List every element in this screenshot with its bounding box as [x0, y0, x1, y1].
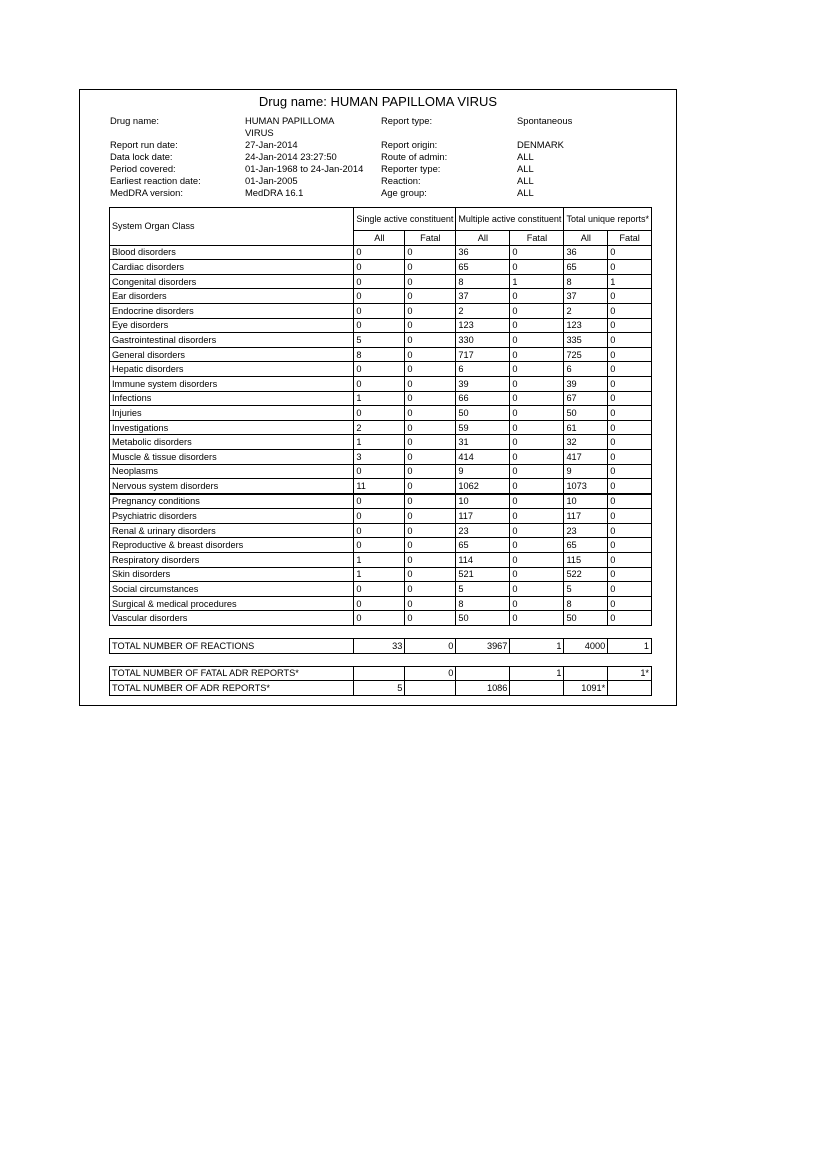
count-cell: 0 — [510, 449, 564, 464]
count-cell: 0 — [354, 376, 405, 391]
count-cell: 5 — [354, 333, 405, 348]
meta-value: Spontaneous — [517, 115, 573, 126]
total-row — [110, 681, 652, 696]
table-row — [110, 391, 652, 406]
meta-value: 27-Jan-2014 — [245, 139, 298, 150]
soc-name: Gastrointestinal disorders — [110, 333, 354, 348]
count-cell: 0 — [608, 245, 652, 260]
meta-label: Age group: — [381, 187, 427, 198]
count-cell: 0 — [510, 567, 564, 582]
count-cell: 1 — [608, 274, 652, 289]
count-cell: 0 — [405, 376, 456, 391]
count-cell: 0 — [510, 523, 564, 538]
count-cell: 0 — [608, 376, 652, 391]
table-row — [110, 376, 652, 391]
count-cell: 8 — [354, 347, 405, 362]
count-cell: 0 — [510, 362, 564, 377]
count-cell: 0 — [405, 303, 456, 318]
count-cell: 3 — [354, 449, 405, 464]
count-cell: 11 — [354, 479, 405, 494]
count-cell: 8 — [564, 596, 608, 611]
count-cell: 0 — [405, 406, 456, 421]
count-cell: 0 — [510, 479, 564, 494]
count-cell: 67 — [564, 391, 608, 406]
spacer-cell — [110, 626, 652, 639]
table-row — [110, 494, 652, 509]
soc-name: Muscle & tissue disorders — [110, 449, 354, 464]
count-cell: 0 — [354, 362, 405, 377]
total-cell: 33 — [354, 639, 405, 654]
count-cell: 0 — [608, 289, 652, 304]
count-cell: 37 — [564, 289, 608, 304]
count-cell: 0 — [608, 347, 652, 362]
meta-value: 01-Jan-2005 — [245, 175, 298, 186]
count-cell: 2 — [456, 303, 510, 318]
count-cell: 0 — [510, 596, 564, 611]
count-cell: 2 — [354, 420, 405, 435]
table-row — [110, 333, 652, 348]
soc-name: Renal & urinary disorders — [110, 523, 354, 538]
subheader-fatal: Fatal — [608, 231, 652, 246]
count-cell: 0 — [510, 494, 564, 509]
count-cell: 1 — [354, 391, 405, 406]
count-cell: 0 — [510, 582, 564, 597]
count-cell: 725 — [564, 347, 608, 362]
count-cell: 123 — [456, 318, 510, 333]
table-row — [110, 596, 652, 611]
count-cell: 0 — [510, 318, 564, 333]
meta-label: Report run date: — [110, 139, 178, 150]
count-cell: 0 — [608, 464, 652, 479]
count-cell: 117 — [564, 509, 608, 524]
total-cell: 1 — [510, 639, 564, 654]
count-cell: 0 — [405, 260, 456, 275]
soc-name: General disorders — [110, 347, 354, 362]
table-row — [110, 449, 652, 464]
meta-value: MedDRA 16.1 — [245, 187, 304, 198]
count-cell: 0 — [405, 479, 456, 494]
count-cell: 0 — [510, 611, 564, 626]
table-row — [110, 509, 652, 524]
count-cell: 0 — [608, 553, 652, 568]
total-row — [110, 639, 652, 654]
count-cell: 0 — [354, 494, 405, 509]
spacer-cell — [110, 653, 652, 666]
count-cell: 117 — [456, 509, 510, 524]
soc-name: Infections — [110, 391, 354, 406]
count-cell: 0 — [405, 538, 456, 553]
soc-name: Injuries — [110, 406, 354, 421]
spacer-row — [110, 626, 652, 639]
total-cell: 5 — [354, 681, 405, 696]
meta-label: Reaction: — [381, 175, 421, 186]
soc-name: Endocrine disorders — [110, 303, 354, 318]
table-row — [110, 245, 652, 260]
count-cell: 0 — [510, 303, 564, 318]
table-header-row — [110, 208, 652, 231]
total-label: TOTAL NUMBER OF REACTIONS — [110, 639, 354, 654]
report-frame — [79, 89, 677, 706]
count-cell: 0 — [608, 318, 652, 333]
count-cell: 50 — [456, 406, 510, 421]
table-row — [110, 303, 652, 318]
soc-name: Blood disorders — [110, 245, 354, 260]
group-header: Single active constituent — [354, 208, 456, 231]
count-cell: 8 — [564, 274, 608, 289]
count-cell: 1073 — [564, 479, 608, 494]
count-cell: 0 — [510, 464, 564, 479]
count-cell: 39 — [564, 376, 608, 391]
count-cell: 50 — [564, 611, 608, 626]
count-cell: 0 — [354, 538, 405, 553]
count-cell: 0 — [510, 538, 564, 553]
subheader-all: All — [564, 231, 608, 246]
table-row — [110, 567, 652, 582]
subheader-all: All — [354, 231, 405, 246]
total-cell: 1091* — [564, 681, 608, 696]
table-row — [110, 362, 652, 377]
spacer-row — [110, 653, 652, 666]
soc-name: Reproductive & breast disorders — [110, 538, 354, 553]
count-cell: 0 — [354, 245, 405, 260]
count-cell: 0 — [608, 479, 652, 494]
count-cell: 0 — [510, 406, 564, 421]
count-cell: 0 — [510, 435, 564, 450]
count-cell: 0 — [405, 464, 456, 479]
count-cell: 335 — [564, 333, 608, 348]
soc-name: Immune system disorders — [110, 376, 354, 391]
count-cell: 115 — [564, 553, 608, 568]
table-row — [110, 406, 652, 421]
soc-name: Ear disorders — [110, 289, 354, 304]
count-cell: 0 — [405, 582, 456, 597]
total-cell: 1086 — [456, 681, 510, 696]
count-cell: 65 — [564, 538, 608, 553]
count-cell: 0 — [405, 611, 456, 626]
table-row — [110, 289, 652, 304]
table-row — [110, 553, 652, 568]
count-cell: 0 — [405, 509, 456, 524]
total-label: TOTAL NUMBER OF FATAL ADR REPORTS* — [110, 666, 354, 681]
total-cell — [510, 681, 564, 696]
count-cell: 0 — [608, 509, 652, 524]
count-cell: 0 — [608, 538, 652, 553]
count-cell: 0 — [510, 420, 564, 435]
count-cell: 0 — [405, 567, 456, 582]
count-cell: 0 — [405, 596, 456, 611]
count-cell: 0 — [608, 260, 652, 275]
meta-label: Drug name: — [110, 115, 159, 126]
soc-name: Eye disorders — [110, 318, 354, 333]
count-cell: 0 — [510, 376, 564, 391]
table-row — [110, 435, 652, 450]
meta-label: Report type: — [381, 115, 433, 126]
count-cell: 50 — [456, 611, 510, 626]
count-cell: 0 — [608, 596, 652, 611]
count-cell: 0 — [608, 435, 652, 450]
count-cell: 32 — [564, 435, 608, 450]
table-row — [110, 318, 652, 333]
count-cell: 1 — [354, 435, 405, 450]
subheader-all: All — [456, 231, 510, 246]
count-cell: 0 — [608, 611, 652, 626]
count-cell: 9 — [564, 464, 608, 479]
count-cell: 0 — [510, 553, 564, 568]
soc-name: Skin disorders — [110, 567, 354, 582]
meta-label: Route of admin: — [381, 151, 448, 162]
total-cell: 4000 — [564, 639, 608, 654]
count-cell: 0 — [405, 347, 456, 362]
count-cell: 50 — [564, 406, 608, 421]
soc-name: Congenital disorders — [110, 274, 354, 289]
count-cell: 0 — [608, 567, 652, 582]
count-cell: 522 — [564, 567, 608, 582]
count-cell: 330 — [456, 333, 510, 348]
total-cell: 1 — [608, 639, 652, 654]
count-cell: 0 — [354, 464, 405, 479]
group-header: Total unique reports* — [564, 208, 652, 231]
count-cell: 1 — [354, 553, 405, 568]
soc-name: Vascular disorders — [110, 611, 354, 626]
count-cell: 0 — [354, 611, 405, 626]
count-cell: 66 — [456, 391, 510, 406]
soc-name: Hepatic disorders — [110, 362, 354, 377]
total-cell: 3967 — [456, 639, 510, 654]
count-cell: 0 — [608, 523, 652, 538]
count-cell: 0 — [354, 303, 405, 318]
count-cell: 9 — [456, 464, 510, 479]
count-cell: 0 — [405, 523, 456, 538]
count-cell: 0 — [510, 260, 564, 275]
count-cell: 8 — [456, 596, 510, 611]
count-cell: 1 — [354, 567, 405, 582]
count-cell: 0 — [354, 260, 405, 275]
count-cell: 0 — [354, 406, 405, 421]
count-cell: 23 — [456, 523, 510, 538]
count-cell: 0 — [405, 449, 456, 464]
count-cell: 417 — [564, 449, 608, 464]
count-cell: 65 — [564, 260, 608, 275]
table-row — [110, 274, 652, 289]
total-label: TOTAL NUMBER OF ADR REPORTS* — [110, 681, 354, 696]
count-cell: 6 — [564, 362, 608, 377]
total-cell: 1* — [608, 666, 652, 681]
count-cell: 0 — [354, 274, 405, 289]
total-cell: 0 — [405, 666, 456, 681]
count-cell: 0 — [405, 289, 456, 304]
soc-name: Nervous system disorders — [110, 479, 354, 494]
table-row — [110, 582, 652, 597]
count-cell: 2 — [564, 303, 608, 318]
count-cell: 0 — [510, 245, 564, 260]
count-cell: 0 — [405, 553, 456, 568]
count-cell: 0 — [608, 494, 652, 509]
total-cell: 1 — [510, 666, 564, 681]
count-cell: 5 — [564, 582, 608, 597]
count-cell: 0 — [354, 523, 405, 538]
count-cell: 23 — [564, 523, 608, 538]
table-row — [110, 464, 652, 479]
total-cell — [608, 681, 652, 696]
total-cell — [456, 666, 510, 681]
meta-label: Period covered: — [110, 163, 176, 174]
count-cell: 0 — [510, 509, 564, 524]
count-cell: 0 — [405, 362, 456, 377]
total-row — [110, 666, 652, 681]
count-cell: 0 — [608, 303, 652, 318]
count-cell: 39 — [456, 376, 510, 391]
meta-value: HUMAN PAPILLOMA VIRUS — [245, 115, 334, 138]
count-cell: 0 — [354, 582, 405, 597]
soc-name: Cardiac disorders — [110, 260, 354, 275]
meta-value: ALL — [517, 175, 534, 186]
soc-table-body — [110, 245, 652, 695]
count-cell: 0 — [405, 494, 456, 509]
total-cell: 0 — [405, 639, 456, 654]
count-cell: 0 — [405, 318, 456, 333]
soc-name: Social circumstances — [110, 582, 354, 597]
table-row — [110, 523, 652, 538]
count-cell: 8 — [456, 274, 510, 289]
soc-name: Pregnancy conditions — [110, 494, 354, 509]
count-cell: 59 — [456, 420, 510, 435]
table-row — [110, 479, 652, 494]
count-cell: 0 — [405, 391, 456, 406]
total-cell — [354, 666, 405, 681]
count-cell: 65 — [456, 260, 510, 275]
meta-value: 24-Jan-2014 23:27:50 — [245, 151, 337, 162]
count-cell: 0 — [608, 391, 652, 406]
count-cell: 36 — [456, 245, 510, 260]
soc-name: Neoplasms — [110, 464, 354, 479]
soc-name: Psychiatric disorders — [110, 509, 354, 524]
count-cell: 0 — [354, 596, 405, 611]
subheader-fatal: Fatal — [510, 231, 564, 246]
meta-label: Reporter type: — [381, 163, 441, 174]
count-cell: 0 — [510, 333, 564, 348]
subheader-fatal: Fatal — [405, 231, 456, 246]
count-cell: 5 — [456, 582, 510, 597]
count-cell: 0 — [608, 582, 652, 597]
count-cell: 0 — [608, 362, 652, 377]
meta-label: MedDRA version: — [110, 187, 183, 198]
count-cell: 0 — [354, 318, 405, 333]
count-cell: 0 — [608, 333, 652, 348]
count-cell: 36 — [564, 245, 608, 260]
meta-label: Report origin: — [381, 139, 438, 150]
soc-table — [109, 207, 652, 696]
count-cell: 1 — [510, 274, 564, 289]
table-row — [110, 538, 652, 553]
total-cell — [564, 666, 608, 681]
meta-value: DENMARK — [517, 139, 564, 150]
table-row — [110, 260, 652, 275]
group-header: Multiple active constituent — [456, 208, 564, 231]
soc-name: Investigations — [110, 420, 354, 435]
count-cell: 414 — [456, 449, 510, 464]
count-cell: 10 — [456, 494, 510, 509]
count-cell: 0 — [405, 435, 456, 450]
count-cell: 123 — [564, 318, 608, 333]
count-cell: 0 — [405, 274, 456, 289]
soc-header: System Organ Class — [110, 208, 354, 246]
soc-name: Respiratory disorders — [110, 553, 354, 568]
count-cell: 0 — [405, 245, 456, 260]
count-cell: 0 — [354, 509, 405, 524]
count-cell: 6 — [456, 362, 510, 377]
count-cell: 521 — [456, 567, 510, 582]
count-cell: 0 — [510, 289, 564, 304]
total-cell — [405, 681, 456, 696]
soc-name: Surgical & medical procedures — [110, 596, 354, 611]
meta-label: Earliest reaction date: — [110, 175, 201, 186]
count-cell: 0 — [608, 449, 652, 464]
count-cell: 0 — [405, 420, 456, 435]
count-cell: 0 — [608, 406, 652, 421]
count-cell: 65 — [456, 538, 510, 553]
count-cell: 61 — [564, 420, 608, 435]
meta-value: ALL — [517, 151, 534, 162]
meta-value: 01-Jan-1968 to 24-Jan-2014 — [245, 163, 364, 174]
count-cell: 0 — [510, 347, 564, 362]
count-cell: 1062 — [456, 479, 510, 494]
table-row — [110, 347, 652, 362]
table-row — [110, 611, 652, 626]
count-cell: 0 — [608, 420, 652, 435]
count-cell: 10 — [564, 494, 608, 509]
count-cell: 37 — [456, 289, 510, 304]
soc-name: Metabolic disorders — [110, 435, 354, 450]
report-title: Drug name: HUMAN PAPILLOMA VIRUS — [258, 94, 498, 109]
meta-label: Data lock date: — [110, 151, 173, 162]
count-cell: 0 — [510, 391, 564, 406]
table-row — [110, 420, 652, 435]
count-cell: 31 — [456, 435, 510, 450]
count-cell: 717 — [456, 347, 510, 362]
meta-value: ALL — [517, 163, 534, 174]
count-cell: 114 — [456, 553, 510, 568]
count-cell: 0 — [354, 289, 405, 304]
meta-value: ALL — [517, 187, 534, 198]
count-cell: 0 — [405, 333, 456, 348]
